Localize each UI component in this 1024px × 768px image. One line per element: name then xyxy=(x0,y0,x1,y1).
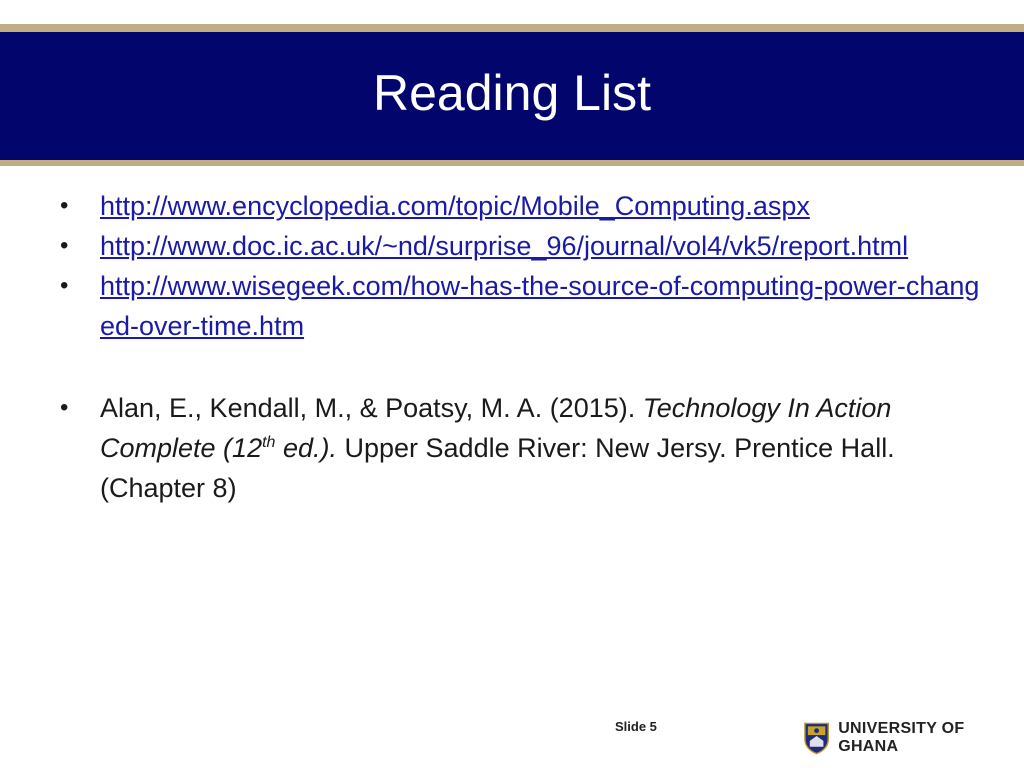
top-accent-stripe xyxy=(0,24,1024,32)
bullet-icon: • xyxy=(60,192,69,219)
bullet-icon: • xyxy=(60,232,69,259)
citation-authors: Alan, E., Kendall, M., & Poatsy, M. A. (2015). xyxy=(100,393,636,423)
slide-content xyxy=(52,186,982,508)
list-item xyxy=(52,186,982,226)
reference-link-3[interactable]: http://www.wisegeek.com/how-has-the-source-of-computing-power-changed-over-time.htm xyxy=(100,271,980,341)
citation-publisher: Upper Saddle River: New Jersy. Prentice Hall. (Chapter 8) xyxy=(100,433,895,503)
university-logo xyxy=(803,720,1024,756)
bullet-icon: • xyxy=(60,394,69,421)
reference-link-1[interactable]: http://www.encyclopedia.com/topic/Mobile_Computing.aspx xyxy=(100,191,810,221)
title-bar xyxy=(0,32,1024,160)
bottom-accent-stripe xyxy=(0,160,1024,166)
citation-title-edition: ed.). xyxy=(275,433,337,463)
university-name: UNIVERSITY OF GHANA xyxy=(838,720,965,755)
crest-icon xyxy=(803,721,830,755)
reference-link-2[interactable]: http://www.doc.ic.ac.uk/~nd/surprise_96/journal/vol4/vk5/report.html xyxy=(100,231,909,261)
citation-title-superscript: th xyxy=(262,434,276,451)
list-item xyxy=(52,266,982,346)
reference-list xyxy=(52,186,982,508)
slide-title: Reading List xyxy=(373,65,651,121)
list-item xyxy=(52,226,982,266)
list-item xyxy=(52,388,982,508)
bullet-icon: • xyxy=(60,272,69,299)
citation-title-main: Technology In Action Complete (12 xyxy=(100,393,892,463)
slide-number: Slide 5 xyxy=(615,719,657,734)
